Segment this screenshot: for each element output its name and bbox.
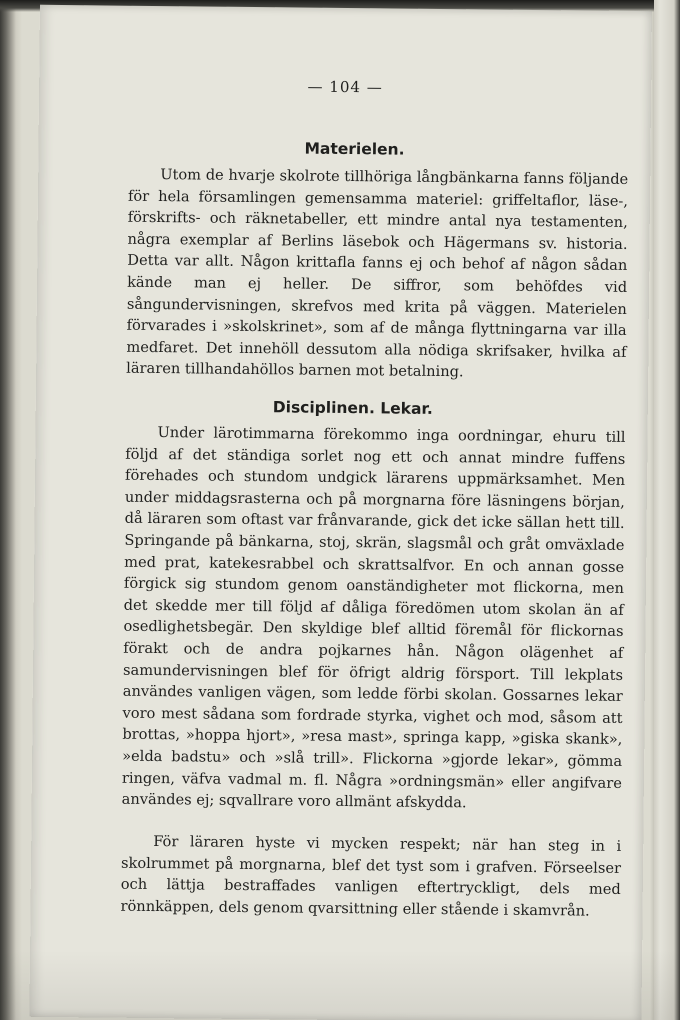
- paragraph: Utom de hvarje skolrote tillhöriga långbänkarna fanns följande för hela församlingen gemensamma materiel: griffeltaflor, läse-, förskrifts- och räknetabeller, ett mindre antal nya testamenten, några exemplar af Berlins läsebok och Hägermans sv. historia. Detta var allt. Någon krittafla fanns ej och behof af någon sådan kände man ej heller. De siffror, som behöfdes vid sångundervisningen, skrefvos med krita på väggen. Materielen förvarades i »skolskrinet», som af de många flyttningarna var illa medfaret. Det innehöll dessutom alla nödiga skrifsaker, hvilka af läraren tillhandahöllos barnen mot betalning.: [126, 166, 629, 381]
- paragraph: Under lärotimmarna förekommo inga oordningar, ehuru till följd af det ständiga sorlet nog ett och annat mindre fuffens förehades och stundom undgick lärarens uppmärksamhet. Men under middagsrasterna och på morgnarna före läsningens början, då läraren som oftast var frånvarande, gick det icke sällan hett till. Springande på bänkarna, stoj, skrän, slagsmål och gråt omväxlade med prat, katekesrabbel och skrattsalfvor. En och annan gosse förgick sig stundom genom oanständigheter mot flickorna, men det skedde mer till följd af dåliga föredömen utom skolan än af osedlighetsbegär. Den skyldige blef alltid föremål för flickornas förakt och de andra pojkarnes hån. Någon olägenhet af samundervisningen blef för öfrigt aldrig försport. Till lekplats användes vanligen vägen, som ledde förbi skolan. Gossarnes lekar voro mest sådana som fordrade styrka, vighet och mod, såsom att brottas, »hoppa hjort», »resa mast», springa kapp, »giska skank», »elda badstu» och »slå trill». Flickorna »gjorde lekar», gömma ringen, väfva vadmal m. fl. Några »ordningsmän» eller angifvare användes ej; sqvallrare voro allmänt afskydda.: [121, 424, 626, 812]
- section-body-materielen: [126, 164, 628, 385]
- page-number: — 104 —: [307, 77, 383, 97]
- section-body-disciplinen-continued: [120, 831, 621, 923]
- section-body-disciplinen: [122, 422, 626, 816]
- section-heading-disciplinen: Disciplinen. Lekar.: [272, 398, 433, 418]
- paragraph: För läraren hyste vi mycken respekt; när han steg in i skolrummet på morgnarna, blef det tyst som i grafven. Förseelser och lättja bestraffades vanligen eftertryckligt, dels med rönnkäppen, dels genom qvarsittning eller stående i skamvrån.: [120, 833, 622, 920]
- section-heading-materielen: Materielen.: [304, 139, 405, 159]
- page-sheet: [29, 5, 652, 1020]
- next-page-edge: [654, 0, 680, 1020]
